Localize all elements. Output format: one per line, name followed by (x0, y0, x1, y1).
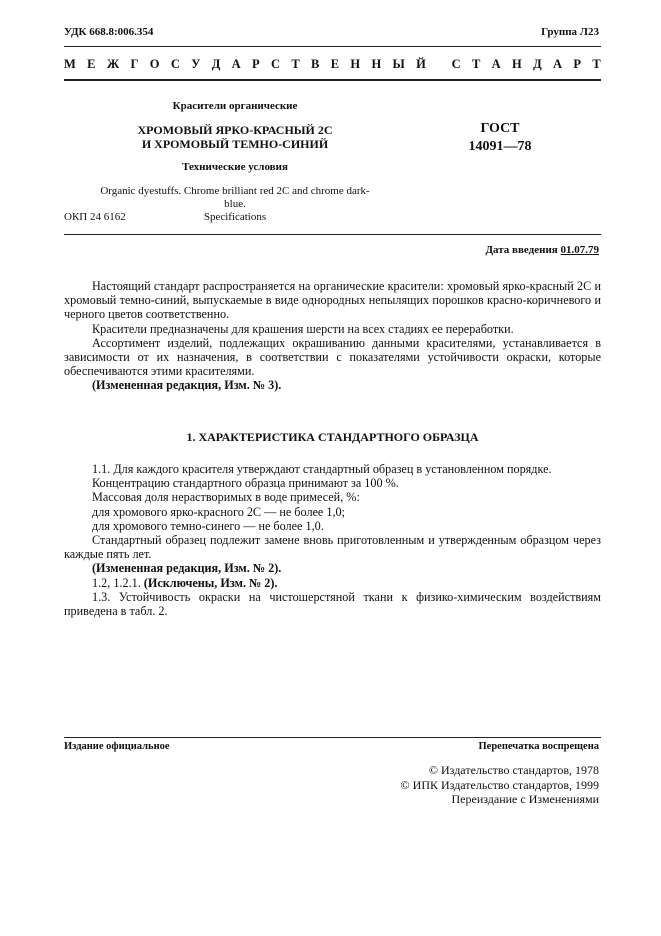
intro-paragraph-1: Настоящий стандарт распространяется на органические красители: хромовый ярко-красный 2С и хромовый темно-синий, выпускаемые в виде однородных непылящих порошков красно-коричневого и черного цветов соответственно. (64, 279, 601, 322)
heading-letter: Н (350, 57, 361, 71)
intro-text (64, 279, 601, 393)
udk-code: УДК 668.8:006.354 (64, 26, 154, 38)
heading-rule (64, 79, 601, 81)
english-line-2: Specifications (203, 211, 267, 223)
intro-amendment: (Измененная редакция, Изм. № 3). (92, 378, 282, 393)
mid-rule (64, 234, 601, 235)
intro-date (485, 244, 599, 256)
clause-1-2-excluded: (Исключены, Изм. № 2). (143, 575, 278, 590)
intro-date-label: Дата введения (485, 244, 558, 256)
okp-code: ОКП 24 6162 (64, 211, 126, 223)
title-line-2: И ХРОМОВЫЙ ТЕМНО-СИНИЙ (141, 137, 329, 151)
intro-date-value: 01.07.79 (560, 244, 599, 256)
reprint-notice: Перепечатка воспрещена (478, 741, 599, 752)
heading-letter: Н (371, 57, 382, 71)
heading-letter: Д (533, 57, 542, 71)
heading-letter: Е (87, 57, 96, 71)
heading-letter: А (491, 57, 501, 71)
title-main (90, 123, 380, 151)
clause-1-3: 1.3. Устойчивость окраски на чистошерстяной ткани к физико-химическим воздействиям приведена в табл. 2. (64, 589, 601, 619)
title-subtitle: Красители органические (172, 100, 298, 112)
interstate-standard-heading (64, 57, 601, 72)
intro-paragraph-3: Ассортимент изделий, подлежащих окрашиванию данными красителями, устанавливается в зависимости от их назначения, в соответствии с показателями устойчивости окраски, которые обеспечиваются этими красителями. (64, 335, 601, 379)
clause-blue: для хромового темно-синего — не более 1,0. (92, 518, 324, 533)
intro-paragraph-2: Красители предназначены для крашения шерсти на всех стадиях ее переработки. (92, 321, 514, 336)
heading-gap (437, 57, 440, 72)
heading-letter: А (231, 57, 241, 71)
top-rule (64, 46, 601, 47)
english-title (90, 185, 380, 224)
heading-letter: С (271, 57, 281, 71)
heading-letter: Ы (392, 57, 405, 71)
heading-letter: А (553, 57, 563, 71)
clause-replacement: Стандартный образец подлежит замене вновь приготовленным и утвержденным образцом через каждые пять лет. (64, 533, 601, 562)
gost-number: 14091—78 (468, 139, 532, 154)
section-1-title: 1. ХАРАКТЕРИСТИКА СТАНДАРТНОГО ОБРАЗЦА (186, 430, 479, 444)
clause-1-2 (64, 576, 601, 590)
gost-block (440, 120, 560, 156)
clause-1-1: 1.1. Для каждого красителя утверждают стандартный образец в установленном порядке. (92, 462, 552, 476)
heading-letter: Е (330, 57, 340, 71)
heading-letter: Т (592, 57, 601, 71)
heading-letter: В (311, 57, 320, 71)
clause-amendment: (Измененная редакция, Изм. № 2). (92, 561, 282, 576)
copyright-block (401, 763, 599, 807)
english-line-1: Organic dyestuffs. Chrome brilliant red 2C and chrome dark-blue. (100, 185, 370, 210)
heading-letter: Д (211, 57, 221, 71)
section-1-body (64, 462, 601, 618)
footer-rule (64, 737, 601, 738)
heading-letter: Н (512, 57, 522, 71)
clause-concentration: Концентрацию стандартного образца принимают за 100 %. (92, 476, 399, 491)
heading-letter: Р (252, 57, 260, 71)
clause-1-2-number: 1.2, 1.2.1. (92, 575, 141, 590)
group-code: Группа Л23 (541, 26, 599, 38)
heading-letter: О (149, 57, 160, 71)
heading-letter: Р (573, 57, 582, 71)
heading-letter: М (64, 57, 76, 71)
heading-letter: У (191, 57, 201, 71)
heading-letter: С (170, 57, 180, 71)
heading-letter: С (451, 57, 461, 71)
heading-letter: Й (416, 57, 426, 71)
copyright-1978: © Издательство стандартов, 1978 (428, 763, 599, 777)
title-line-1: ХРОМОВЫЙ ЯРКО-КРАСНЫЙ 2С (137, 123, 333, 137)
reissue-note: Переиздание с Изменениями (451, 792, 599, 806)
heading-letter: Т (471, 57, 481, 71)
heading-letter: Ж (106, 57, 120, 71)
heading-letter: Т (291, 57, 300, 71)
title-tech: Технические условия (182, 161, 288, 173)
clause-red: для хромового ярко-красного 2С — не более 1,0; (92, 504, 346, 519)
clause-insoluble: Массовая доля нерастворимых в воде примесей, %: (92, 490, 360, 505)
copyright-1999: © ИПК Издательство стандартов, 1999 (400, 777, 599, 792)
gost-label: ГОСТ (480, 121, 520, 136)
official-edition: Издание официальное (64, 741, 170, 752)
heading-letter: Г (130, 57, 139, 71)
